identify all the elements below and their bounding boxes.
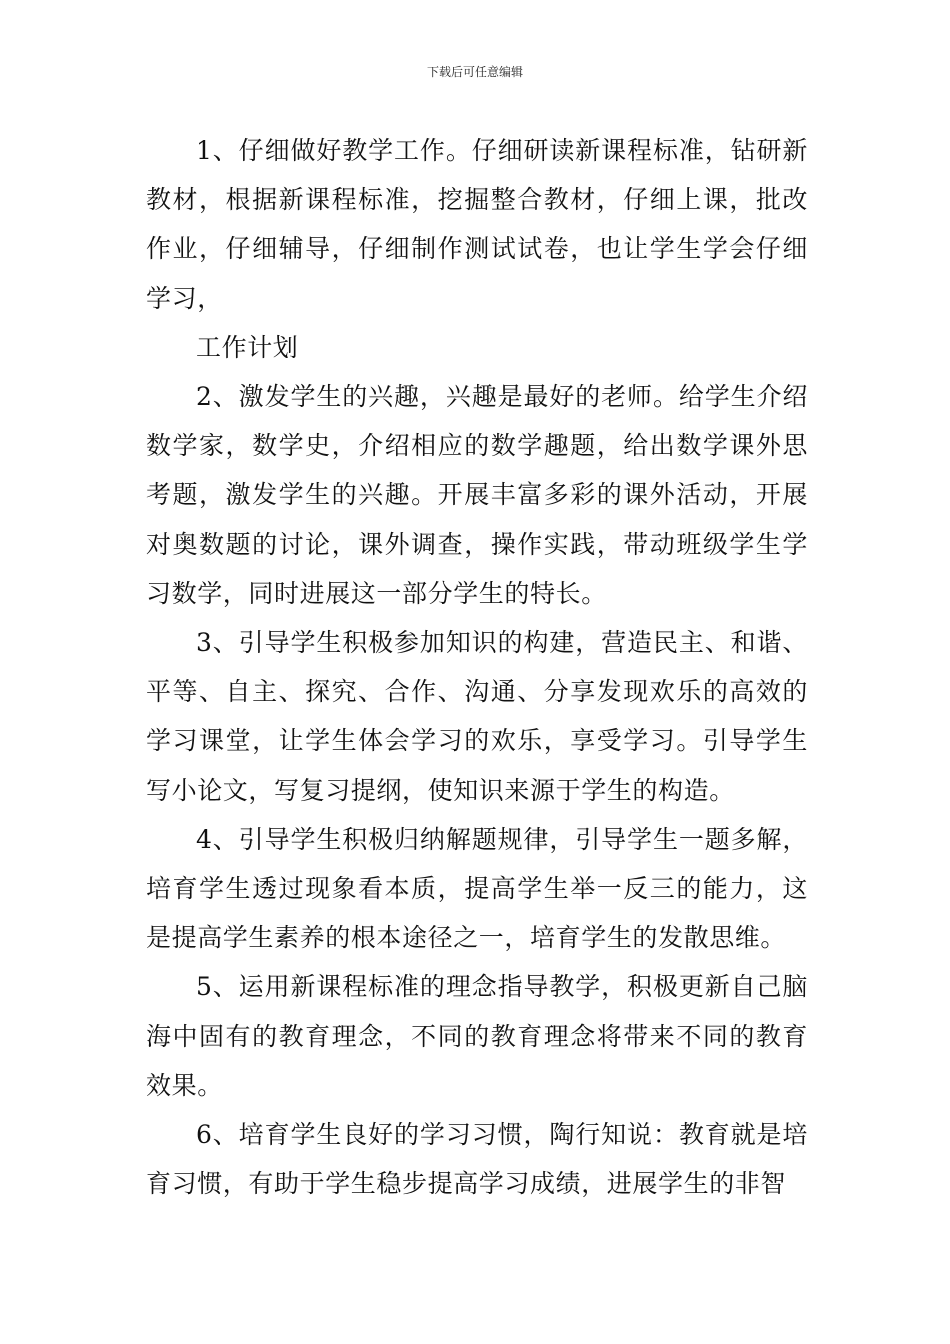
paragraph-3: 3、引导学生积极参加知识的构建，营造民主、和谐、平等、自主、探究、合作、沟通、分享发现欢乐的高效的学习课堂，让学生体会学习的欢乐，享受学习。引导学生写小论文，写复习提纲，使知识来源于学生的构造。 <box>146 628 808 805</box>
document-body <box>146 126 808 1208</box>
page-header-note: 下载后可任意编辑 <box>426 65 523 79</box>
paragraph-4: 4、引导学生积极归纳解题规律，引导学生一题多解，培育学生透过现象看本质，提高学生举一反三的能力，这是提高学生素养的根本途径之一，培育学生的发散思维。 <box>146 824 808 953</box>
paragraph-heading: 工作计划 <box>196 332 299 362</box>
paragraph-5: 5、运用新课程标准的理念指导教学，积极更新自己脑海中固有的教育理念，不同的教育理念将带来不同的教育效果。 <box>146 972 808 1100</box>
paragraph-2: 2、激发学生的兴趣，兴趣是最好的老师。给学生介绍数学家，数学史，介绍相应的数学趣题，给出数学课外思考题，激发学生的兴趣。开展丰富多彩的课外活动，开展对奥数题的讨论，课外调查，操作实践，带动班级学生学习数学，同时进展这一部分学生的特长。 <box>146 382 808 608</box>
paragraph-1: 1、仔细做好教学工作。仔细研读新课程标准，钻研新教材，根据新课程标准，挖掘整合教材，仔细上课，批改作业，仔细辅导，仔细制作测试试卷，也让学生学会仔细学习， <box>146 136 808 313</box>
paragraph-6: 6、培育学生良好的学习习惯，陶行知说：教育就是培育习惯，有助于学生稳步提高学习成绩，进展学生的非智 <box>146 1120 808 1199</box>
